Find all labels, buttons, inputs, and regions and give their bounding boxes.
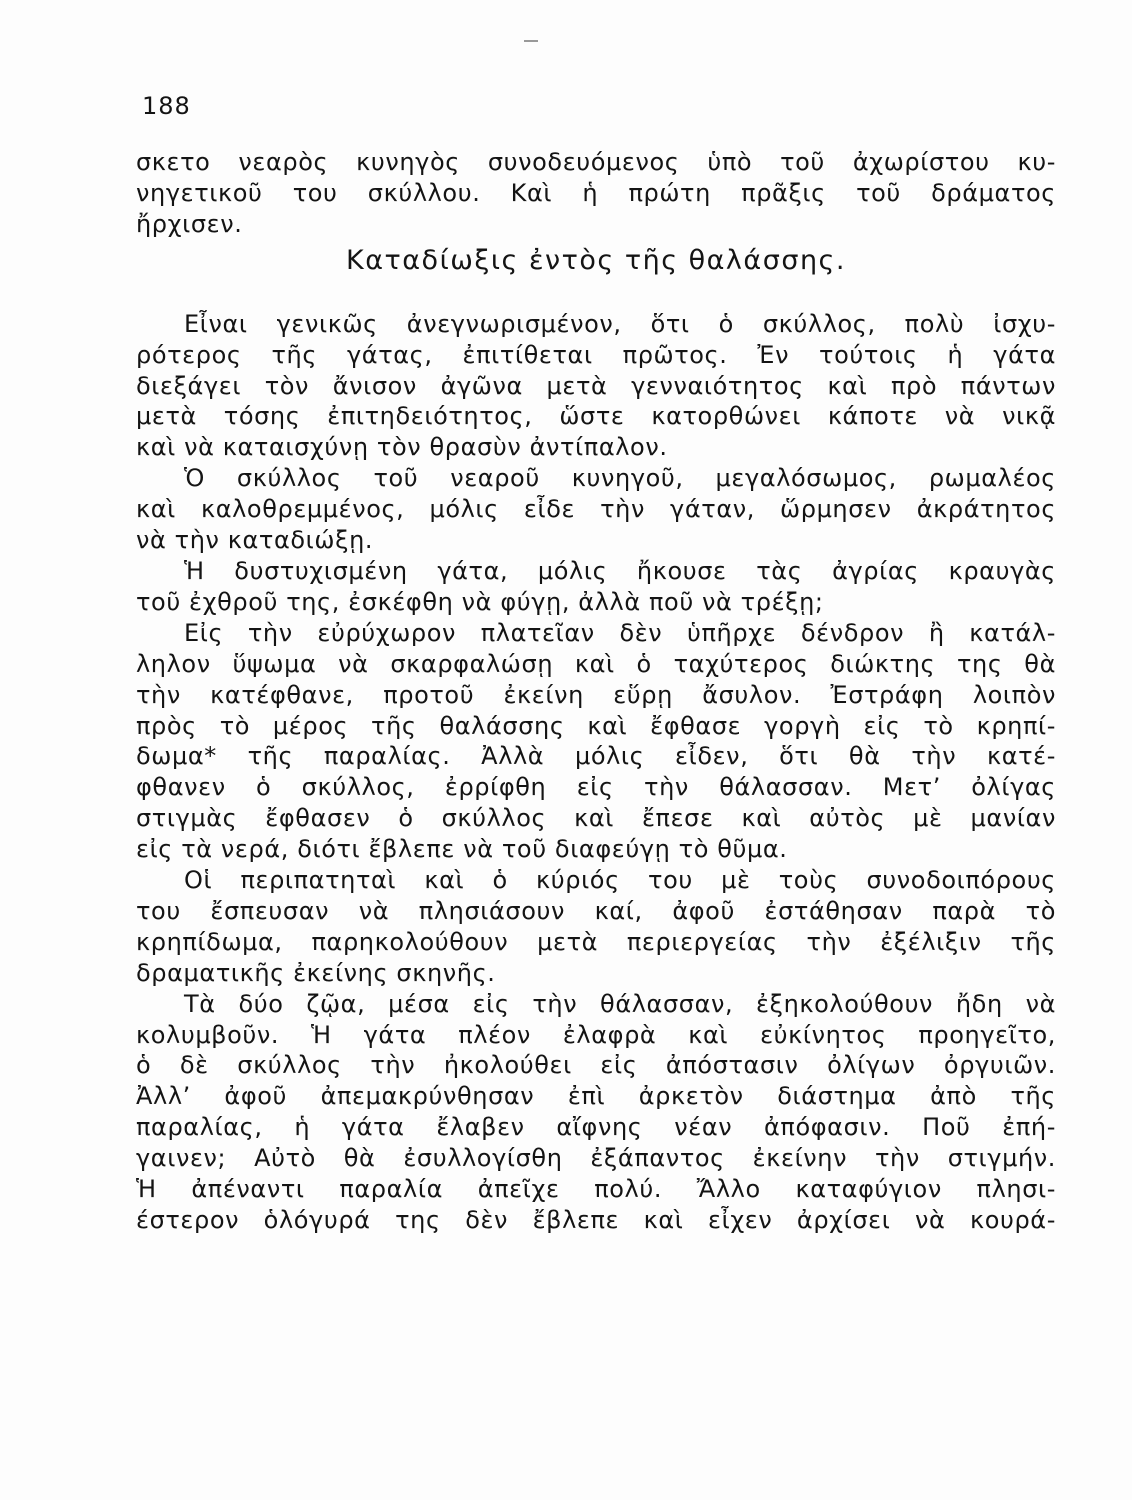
page-number: 188 (142, 92, 191, 120)
text-line: ἤρχισεν. (136, 209, 243, 238)
print-mark (524, 40, 538, 42)
text-line: φθανεν ὁ σκύλλος, ἐρρίφθη εἰς τὴν θάλασσαν. Μετ’ ὀλίγας (136, 773, 1056, 802)
text-line: Ἀλλ’ ἀφοῦ ἀπεμακρύνθησαν ἐπὶ ἀρκετὸν διάστημα ἀπὸ τῆς (136, 1082, 1056, 1111)
text-line: σκετο νεαρὸς κυνηγὸς συνοδευόμενος ὑπὸ τοῦ ἀχωρίστου κυ- (136, 148, 1056, 176)
text-line: νὰ τὴν καταδιώξῃ. (136, 526, 374, 555)
text-line: παραλίας, ἡ γάτα ἔλαβεν αἴφνης νέαν ἀπόφασιν. Ποῦ ἐπή- (136, 1113, 1056, 1142)
text-line: έστερον ὁλόγυρά της δὲν ἔβλεπε καὶ εἶχεν ἀρχίσει νὰ κουρά- (136, 1206, 1056, 1234)
text-line: Εἶναι γενικῶς ἀνεγνωρισμένον, ὅτι ὁ σκύλλος, πολὺ ἰσχυ- (184, 309, 1056, 338)
text-line: ληλον ὕψωμα νὰ σκαρφαλώσῃ καὶ ὁ ταχύτερος διώκτης της θὰ (136, 649, 1056, 678)
text-line: δωμα* τῆς παραλίας. Ἀλλὰ μόλις εἶδεν, ὅτι θὰ τὴν κατέ- (136, 742, 1056, 771)
text-line: του ἔσπευσαν νὰ πλησιάσουν καί, ἀφοῦ ἐστάθησαν παρὰ τὸ (136, 896, 1056, 925)
text-line: κολυμβοῦν. Ἡ γάτα πλέον ἐλαφρὰ καὶ εὐκίνητος προηγεῖτο, (136, 1020, 1056, 1049)
text-line: νηγετικοῦ του σκύλλου. Καὶ ἡ πρώτη πρᾶξις τοῦ δράματος (136, 178, 1056, 207)
body-text (136, 147, 1056, 1236)
text-line: στιγμὰς ἔφθασεν ὁ σκύλλος καὶ ἔπεσε καὶ αὐτὸς μὲ μανίαν (136, 804, 1056, 833)
text-line: τὴν κατέφθανε, προτοῦ ἐκείνη εὕρῃ ἄσυλον. Ἐστράφη λοιπὸν (136, 680, 1056, 709)
text-line: Τὰ δύο ζῷα, μέσα εἰς τὴν θάλασσαν, ἐξηκολούθουν ἤδη νὰ (184, 989, 1056, 1018)
text-line: Ἡ δυστυχισμένη γάτα, μόλις ἤκουσε τὰς ἀγρίας κραυγὰς (184, 556, 1056, 585)
text-line: καὶ νὰ καταισχύνῃ τὸν θρασὺν ἀντίπαλον. (136, 433, 668, 462)
text-line: Ὁ σκύλλος τοῦ νεαροῦ κυνηγοῦ, μεγαλόσωμος, ρωμαλέος (184, 464, 1056, 493)
text-line: Εἰς τὴν εὐρύχωρον πλατεῖαν δὲν ὑπῆρχε δένδρον ἢ κατάλ- (184, 618, 1056, 647)
text-line: τοῦ ἐχθροῦ της, ἐσκέφθη νὰ φύγῃ, ἀλλὰ ποῦ νὰ τρέξῃ; (136, 587, 824, 616)
section-heading: Καταδίωξις ἐντὸς τῆς θαλάσσης. (346, 244, 846, 276)
text-line: Ἡ ἀπέναντι παραλία ἀπεῖχε πολύ. Ἄλλο καταφύγιον πλησι- (136, 1175, 1056, 1204)
text-line: μετὰ τόσης ἐπιτηδειότητος, ὥστε κατορθώνει κάποτε νὰ νικᾷ (136, 402, 1056, 431)
text-line: δραματικῆς ἐκείνης σκηνῆς. (136, 958, 496, 987)
text-line: γαινεν; Αὐτὸ θὰ ἐσυλλογίσθη ἐξάπαντος ἐκείνην τὴν στιγμήν. (136, 1144, 1056, 1173)
text-line: ρότερος τῆς γάτας, ἐπιτίθεται πρῶτος. Ἐν τούτοις ἡ γάτα (136, 340, 1056, 369)
text-line: εἰς τὰ νερά, διότι ἔβλεπε νὰ τοῦ διαφεύγῃ τὸ θῦμα. (136, 835, 788, 864)
text-line: πρὸς τὸ μέρος τῆς θαλάσσης καὶ ἔφθασε γοργὴ εἰς τὸ κρηπί- (136, 711, 1056, 740)
text-line: διεξάγει τὸν ἄνισον ἀγῶνα μετὰ γενναιότητος καὶ πρὸ πάντων (136, 371, 1056, 400)
text-line: Οἱ περιπατηταὶ καὶ ὁ κύριός του μὲ τοὺς συνοδοιπόρους (184, 866, 1056, 895)
text-line: κρηπίδωμα, παρηκολούθουν μετὰ περιεργείας τὴν ἐξέλιξιν τῆς (136, 927, 1056, 956)
text-line: ὁ δὲ σκύλλος τὴν ἠκολούθει εἰς ἀπόστασιν ὀλίγων ὀργυιῶν. (136, 1051, 1056, 1080)
text-line: καὶ καλοθρεμμένος, μόλις εἶδε τὴν γάταν, ὥρμησεν ἀκράτητος (136, 495, 1056, 524)
